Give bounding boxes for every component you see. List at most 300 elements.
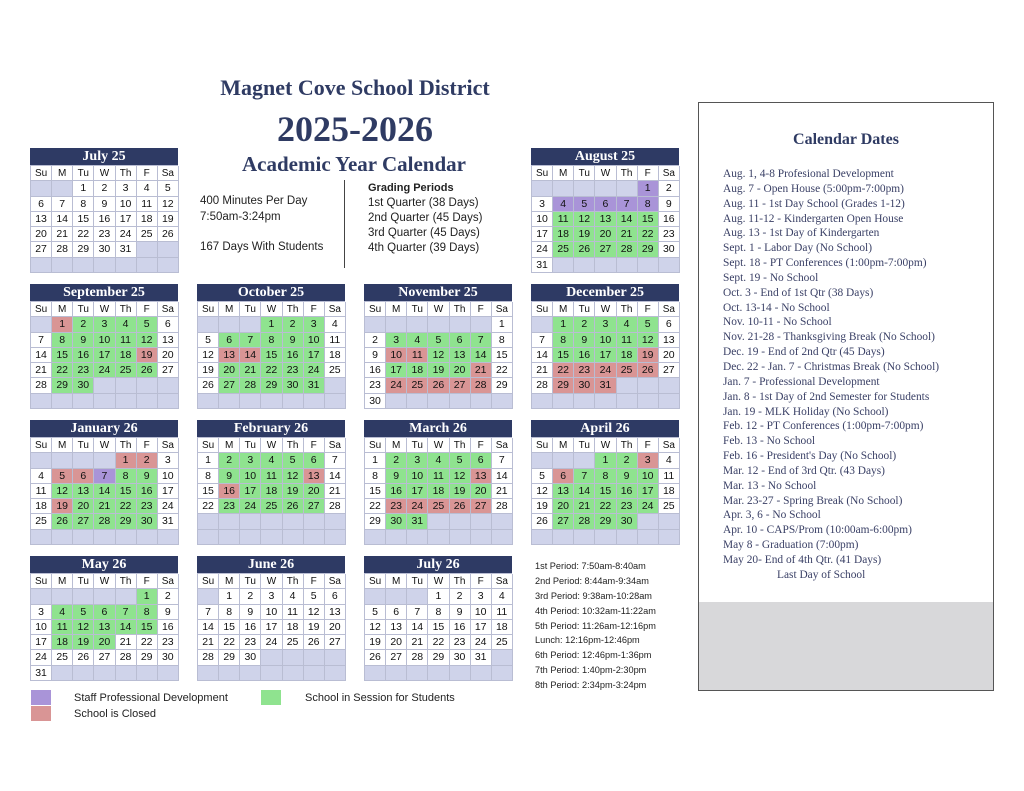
weekday-label: Sa [659, 438, 680, 453]
day-cell: 28 [492, 499, 513, 514]
weekday-label: W [428, 438, 449, 453]
day-cell: 29 [595, 514, 616, 529]
day-cell: 14 [574, 484, 595, 499]
empty-cell [73, 666, 94, 681]
day-cell: 12 [198, 348, 219, 363]
empty-cell [31, 453, 52, 468]
day-cell: 5 [73, 605, 94, 620]
day-cell: 1 [137, 589, 158, 604]
day-cell: 16 [283, 348, 304, 363]
day-cell: 3 [31, 605, 52, 620]
day-cell: 1 [73, 181, 94, 196]
day-cell: 22 [137, 635, 158, 650]
day-cell: 12 [52, 484, 73, 499]
empty-cell [73, 258, 94, 273]
day-cell: 23 [386, 499, 407, 514]
day-cell: 13 [31, 212, 52, 227]
month-name: May 26 [30, 556, 178, 573]
day-cell: 2 [365, 333, 386, 348]
empty-cell [638, 378, 659, 393]
day-cell: 3 [240, 453, 261, 468]
day-cell: 15 [492, 348, 513, 363]
day-cell: 19 [428, 363, 449, 378]
day-cell: 10 [638, 469, 659, 484]
empty-cell [492, 530, 513, 545]
day-cell: 18 [617, 348, 638, 363]
day-cell: 15 [198, 484, 219, 499]
empty-cell [158, 378, 179, 393]
empty-cell [325, 378, 346, 393]
day-cell: 1 [219, 589, 240, 604]
empty-cell [492, 514, 513, 529]
day-cell: 30 [94, 242, 115, 257]
day-cell: 17 [261, 620, 282, 635]
date-item: Aug. 11 - 1st Day School (Grades 1-12) [723, 197, 905, 210]
empty-cell [574, 394, 595, 409]
day-cell: 21 [574, 499, 595, 514]
legend-closed-label: School is Closed [74, 708, 156, 720]
day-cell: 30 [574, 378, 595, 393]
empty-cell [574, 181, 595, 196]
day-cell: 1 [638, 181, 659, 196]
empty-cell [158, 258, 179, 273]
month-name: November 25 [364, 284, 512, 301]
weekday-label: W [261, 302, 282, 317]
day-cell: 14 [116, 620, 137, 635]
empty-cell [283, 394, 304, 409]
weekday-label: W [428, 574, 449, 589]
empty-cell [595, 530, 616, 545]
day-cell: 30 [158, 650, 179, 665]
day-cell: 6 [386, 605, 407, 620]
day-cell: 16 [137, 484, 158, 499]
empty-cell [283, 530, 304, 545]
empty-cell [31, 530, 52, 545]
empty-cell [137, 666, 158, 681]
minutes-per-day: 400 Minutes Per Day [200, 195, 308, 207]
weekday-label: Sa [158, 302, 179, 317]
empty-cell [659, 378, 680, 393]
day-cell: 30 [137, 514, 158, 529]
empty-cell [386, 530, 407, 545]
day-cell: 29 [219, 650, 240, 665]
day-cell: 28 [94, 514, 115, 529]
day-cell: 1 [428, 589, 449, 604]
day-cell: 11 [283, 605, 304, 620]
empty-cell [553, 453, 574, 468]
empty-cell [574, 453, 595, 468]
day-cell: 8 [219, 605, 240, 620]
day-cell: 7 [471, 333, 492, 348]
date-item: Mar. 12 - End of 3rd Qtr. (43 Days) [723, 464, 885, 477]
day-cell: 18 [407, 363, 428, 378]
weekday-label: F [137, 166, 158, 181]
weekday-label: Th [283, 438, 304, 453]
day-cell: 19 [574, 227, 595, 242]
day-cell: 27 [73, 514, 94, 529]
empty-cell [492, 650, 513, 665]
empty-cell [240, 514, 261, 529]
day-cell: 14 [532, 348, 553, 363]
day-cell: 10 [116, 197, 137, 212]
weekday-label: F [471, 302, 492, 317]
day-cell: 1 [261, 317, 282, 332]
empty-cell [471, 394, 492, 409]
empty-cell [240, 317, 261, 332]
day-cell: 10 [304, 333, 325, 348]
day-cell: 21 [116, 635, 137, 650]
weekday-label: Th [283, 574, 304, 589]
day-cell: 14 [471, 348, 492, 363]
day-cell: 16 [450, 620, 471, 635]
day-cell: 14 [492, 469, 513, 484]
day-cell: 24 [240, 499, 261, 514]
month-grid [197, 301, 345, 409]
day-cell: 5 [574, 197, 595, 212]
day-cell: 9 [219, 469, 240, 484]
weekday-label: W [94, 302, 115, 317]
day-cell: 26 [638, 363, 659, 378]
day-cell: 6 [31, 197, 52, 212]
day-cell: 10 [471, 605, 492, 620]
empty-cell [283, 514, 304, 529]
month-grid [364, 573, 512, 681]
weekday-label: Sa [659, 302, 680, 317]
day-cell: 20 [304, 484, 325, 499]
day-cell: 14 [325, 469, 346, 484]
date-item: Feb. 13 - No School [723, 435, 816, 448]
day-cell: 8 [428, 605, 449, 620]
day-cell: 13 [325, 605, 346, 620]
day-cell: 5 [52, 469, 73, 484]
day-cell: 8 [73, 197, 94, 212]
empty-cell [261, 666, 282, 681]
month-calendar [364, 420, 512, 545]
date-item: Oct. 3 - End of 1st Qtr (38 Days) [723, 286, 874, 299]
day-cell: 7 [240, 333, 261, 348]
month-calendar [531, 148, 679, 273]
day-cell: 4 [617, 317, 638, 332]
weekday-label: M [553, 438, 574, 453]
empty-cell [532, 530, 553, 545]
weekday-label: W [94, 438, 115, 453]
day-cell: 7 [52, 197, 73, 212]
day-cell: 20 [595, 227, 616, 242]
day-cell: 26 [137, 363, 158, 378]
empty-cell [553, 258, 574, 273]
day-cell: 30 [386, 514, 407, 529]
day-cell: 25 [553, 242, 574, 257]
day-cell: 29 [428, 650, 449, 665]
day-cell: 14 [240, 348, 261, 363]
day-cell: 1 [595, 453, 616, 468]
day-cell: 23 [283, 363, 304, 378]
month-grid [30, 573, 178, 681]
day-cell: 21 [492, 484, 513, 499]
day-cell: 4 [283, 589, 304, 604]
weekday-label: Sa [492, 438, 513, 453]
day-cell: 28 [116, 650, 137, 665]
empty-cell [52, 394, 73, 409]
day-cell: 30 [365, 394, 386, 409]
day-cell: 5 [158, 181, 179, 196]
empty-cell [386, 317, 407, 332]
weekday-label: Su [31, 166, 52, 181]
day-cell: 4 [116, 317, 137, 332]
day-cell: 26 [574, 242, 595, 257]
period-lunch: Lunch: 12:16pm-12:46pm [535, 635, 640, 646]
day-cell: 20 [325, 620, 346, 635]
weekday-label: W [94, 574, 115, 589]
day-cell: 2 [574, 317, 595, 332]
day-cell: 2 [158, 589, 179, 604]
day-cell: 4 [553, 197, 574, 212]
empty-cell [283, 666, 304, 681]
day-cell: 5 [428, 333, 449, 348]
day-cell: 2 [73, 317, 94, 332]
day-cell: 4 [31, 469, 52, 484]
empty-cell [73, 394, 94, 409]
empty-cell [617, 258, 638, 273]
empty-cell [116, 378, 137, 393]
weekday-label: Tu [73, 438, 94, 453]
day-cell: 29 [492, 378, 513, 393]
month-grid [531, 165, 679, 273]
day-cell: 11 [659, 469, 680, 484]
school-hours: 7:50am-3:24pm [200, 211, 281, 223]
student-days: 167 Days With Students [200, 241, 324, 253]
day-cell: 28 [532, 378, 553, 393]
period-2: 2nd Period: 8:44am-9:34am [535, 575, 649, 586]
day-cell: 1 [492, 317, 513, 332]
weekday-label: Th [116, 166, 137, 181]
weekday-label: F [638, 166, 659, 181]
day-cell: 6 [553, 469, 574, 484]
date-item: Nov. 10-11 - No School [723, 316, 832, 329]
day-cell: 6 [94, 605, 115, 620]
month-calendar [30, 556, 178, 681]
weekday-label: M [52, 574, 73, 589]
day-cell: 11 [137, 197, 158, 212]
day-cell: 6 [471, 453, 492, 468]
day-cell: 8 [365, 469, 386, 484]
day-cell: 21 [617, 227, 638, 242]
day-cell: 16 [219, 484, 240, 499]
empty-cell [94, 453, 115, 468]
empty-cell [325, 514, 346, 529]
weekday-label: Sa [325, 438, 346, 453]
day-cell: 24 [595, 363, 616, 378]
weekday-label: F [304, 302, 325, 317]
day-cell: 4 [428, 453, 449, 468]
day-cell: 17 [31, 635, 52, 650]
period-1: 1st Period: 7:50am-8:40am [535, 561, 646, 571]
empty-cell [52, 530, 73, 545]
day-cell: 6 [73, 469, 94, 484]
legend-pd-label: Staff Professional Development [74, 692, 228, 704]
day-cell: 20 [659, 348, 680, 363]
weekday-label: Th [617, 166, 638, 181]
weekday-label: Su [365, 574, 386, 589]
empty-cell [219, 514, 240, 529]
day-cell: 6 [659, 317, 680, 332]
month-grid [531, 301, 679, 409]
day-cell: 24 [31, 650, 52, 665]
day-cell: 24 [116, 227, 137, 242]
empty-cell [116, 589, 137, 604]
bell-schedule [535, 559, 656, 693]
day-cell: 4 [492, 589, 513, 604]
day-cell: 2 [219, 453, 240, 468]
school-year: 2025-2026 [277, 109, 433, 149]
day-cell: 27 [553, 514, 574, 529]
date-item: Aug. 11-12 - Kindergarten Open House [723, 212, 904, 225]
empty-cell [198, 530, 219, 545]
day-cell: 9 [158, 605, 179, 620]
day-cell: 20 [471, 484, 492, 499]
empty-cell [94, 666, 115, 681]
day-cell: 12 [158, 197, 179, 212]
day-cell: 9 [365, 348, 386, 363]
day-cell: 10 [158, 469, 179, 484]
empty-cell [137, 242, 158, 257]
empty-cell [365, 589, 386, 604]
day-cell: 19 [52, 499, 73, 514]
day-cell: 15 [428, 620, 449, 635]
day-cell: 21 [31, 363, 52, 378]
day-cell: 20 [158, 348, 179, 363]
empty-cell [659, 514, 680, 529]
empty-cell [450, 514, 471, 529]
quarter-2: 2nd Quarter (45 Days) [368, 212, 483, 224]
day-cell: 3 [158, 453, 179, 468]
day-cell: 17 [471, 620, 492, 635]
weekday-label: Tu [407, 302, 428, 317]
day-cell: 19 [532, 499, 553, 514]
month-name: September 25 [30, 284, 178, 301]
day-cell: 11 [31, 484, 52, 499]
day-cell: 11 [428, 469, 449, 484]
empty-cell [304, 650, 325, 665]
quarter-3: 3rd Quarter (45 Days) [368, 227, 480, 239]
day-cell: 27 [471, 499, 492, 514]
weekday-label: Tu [73, 166, 94, 181]
weekday-label: F [137, 438, 158, 453]
day-cell: 20 [94, 635, 115, 650]
month-grid [364, 437, 512, 545]
day-cell: 23 [240, 635, 261, 650]
date-item: Mar. 13 - No School [723, 479, 817, 492]
empty-cell [553, 181, 574, 196]
district-name: Magnet Cove School District [220, 75, 490, 100]
month-name: April 26 [531, 420, 679, 437]
calendar-dates-panel [698, 102, 994, 691]
day-cell: 24 [638, 499, 659, 514]
day-cell: 29 [137, 650, 158, 665]
day-cell: 15 [73, 212, 94, 227]
day-cell: 10 [532, 212, 553, 227]
day-cell: 27 [595, 242, 616, 257]
day-cell: 26 [158, 227, 179, 242]
day-cell: 24 [471, 635, 492, 650]
day-cell: 10 [386, 348, 407, 363]
empty-cell [574, 530, 595, 545]
weekday-label: M [219, 574, 240, 589]
empty-cell [386, 666, 407, 681]
empty-cell [595, 394, 616, 409]
day-cell: 11 [492, 605, 513, 620]
weekday-label: Th [617, 302, 638, 317]
day-cell: 10 [407, 469, 428, 484]
month-calendar [364, 284, 512, 409]
day-cell: 24 [304, 363, 325, 378]
day-cell: 3 [116, 181, 137, 196]
date-item: Nov. 21-28 - Thanksgiving Break (No School) [723, 331, 935, 344]
empty-cell [73, 530, 94, 545]
day-cell: 27 [325, 635, 346, 650]
day-cell: 23 [158, 635, 179, 650]
weekday-label: F [137, 302, 158, 317]
empty-cell [595, 258, 616, 273]
day-cell: 3 [304, 317, 325, 332]
day-cell: 5 [450, 453, 471, 468]
month-calendar [197, 556, 345, 681]
weekday-label: Sa [158, 166, 179, 181]
day-cell: 30 [73, 378, 94, 393]
day-cell: 23 [219, 499, 240, 514]
day-cell: 5 [198, 333, 219, 348]
weekday-label: M [553, 302, 574, 317]
day-cell: 7 [492, 453, 513, 468]
day-cell: 2 [94, 181, 115, 196]
empty-cell [638, 530, 659, 545]
day-cell: 15 [219, 620, 240, 635]
empty-cell [73, 589, 94, 604]
day-cell: 12 [428, 348, 449, 363]
day-cell: 23 [73, 363, 94, 378]
day-cell: 27 [450, 378, 471, 393]
day-cell: 15 [595, 484, 616, 499]
day-cell: 24 [261, 635, 282, 650]
day-cell: 23 [94, 227, 115, 242]
day-cell: 20 [386, 635, 407, 650]
day-cell: 16 [386, 484, 407, 499]
day-cell: 1 [52, 317, 73, 332]
empty-cell [219, 530, 240, 545]
empty-cell [595, 181, 616, 196]
day-cell: 27 [158, 363, 179, 378]
empty-cell [365, 530, 386, 545]
weekday-label: F [304, 574, 325, 589]
legend-closed-swatch [31, 706, 51, 721]
empty-cell [428, 514, 449, 529]
empty-cell [450, 666, 471, 681]
weekday-label: M [386, 302, 407, 317]
day-cell: 5 [532, 469, 553, 484]
day-cell: 12 [574, 212, 595, 227]
day-cell: 27 [659, 363, 680, 378]
day-cell: 28 [574, 514, 595, 529]
empty-cell [659, 394, 680, 409]
day-cell: 11 [553, 212, 574, 227]
day-cell: 15 [553, 348, 574, 363]
empty-cell [304, 530, 325, 545]
weekday-label: M [219, 438, 240, 453]
empty-cell [261, 650, 282, 665]
day-cell: 5 [137, 317, 158, 332]
empty-cell [116, 666, 137, 681]
day-cell: 24 [158, 499, 179, 514]
